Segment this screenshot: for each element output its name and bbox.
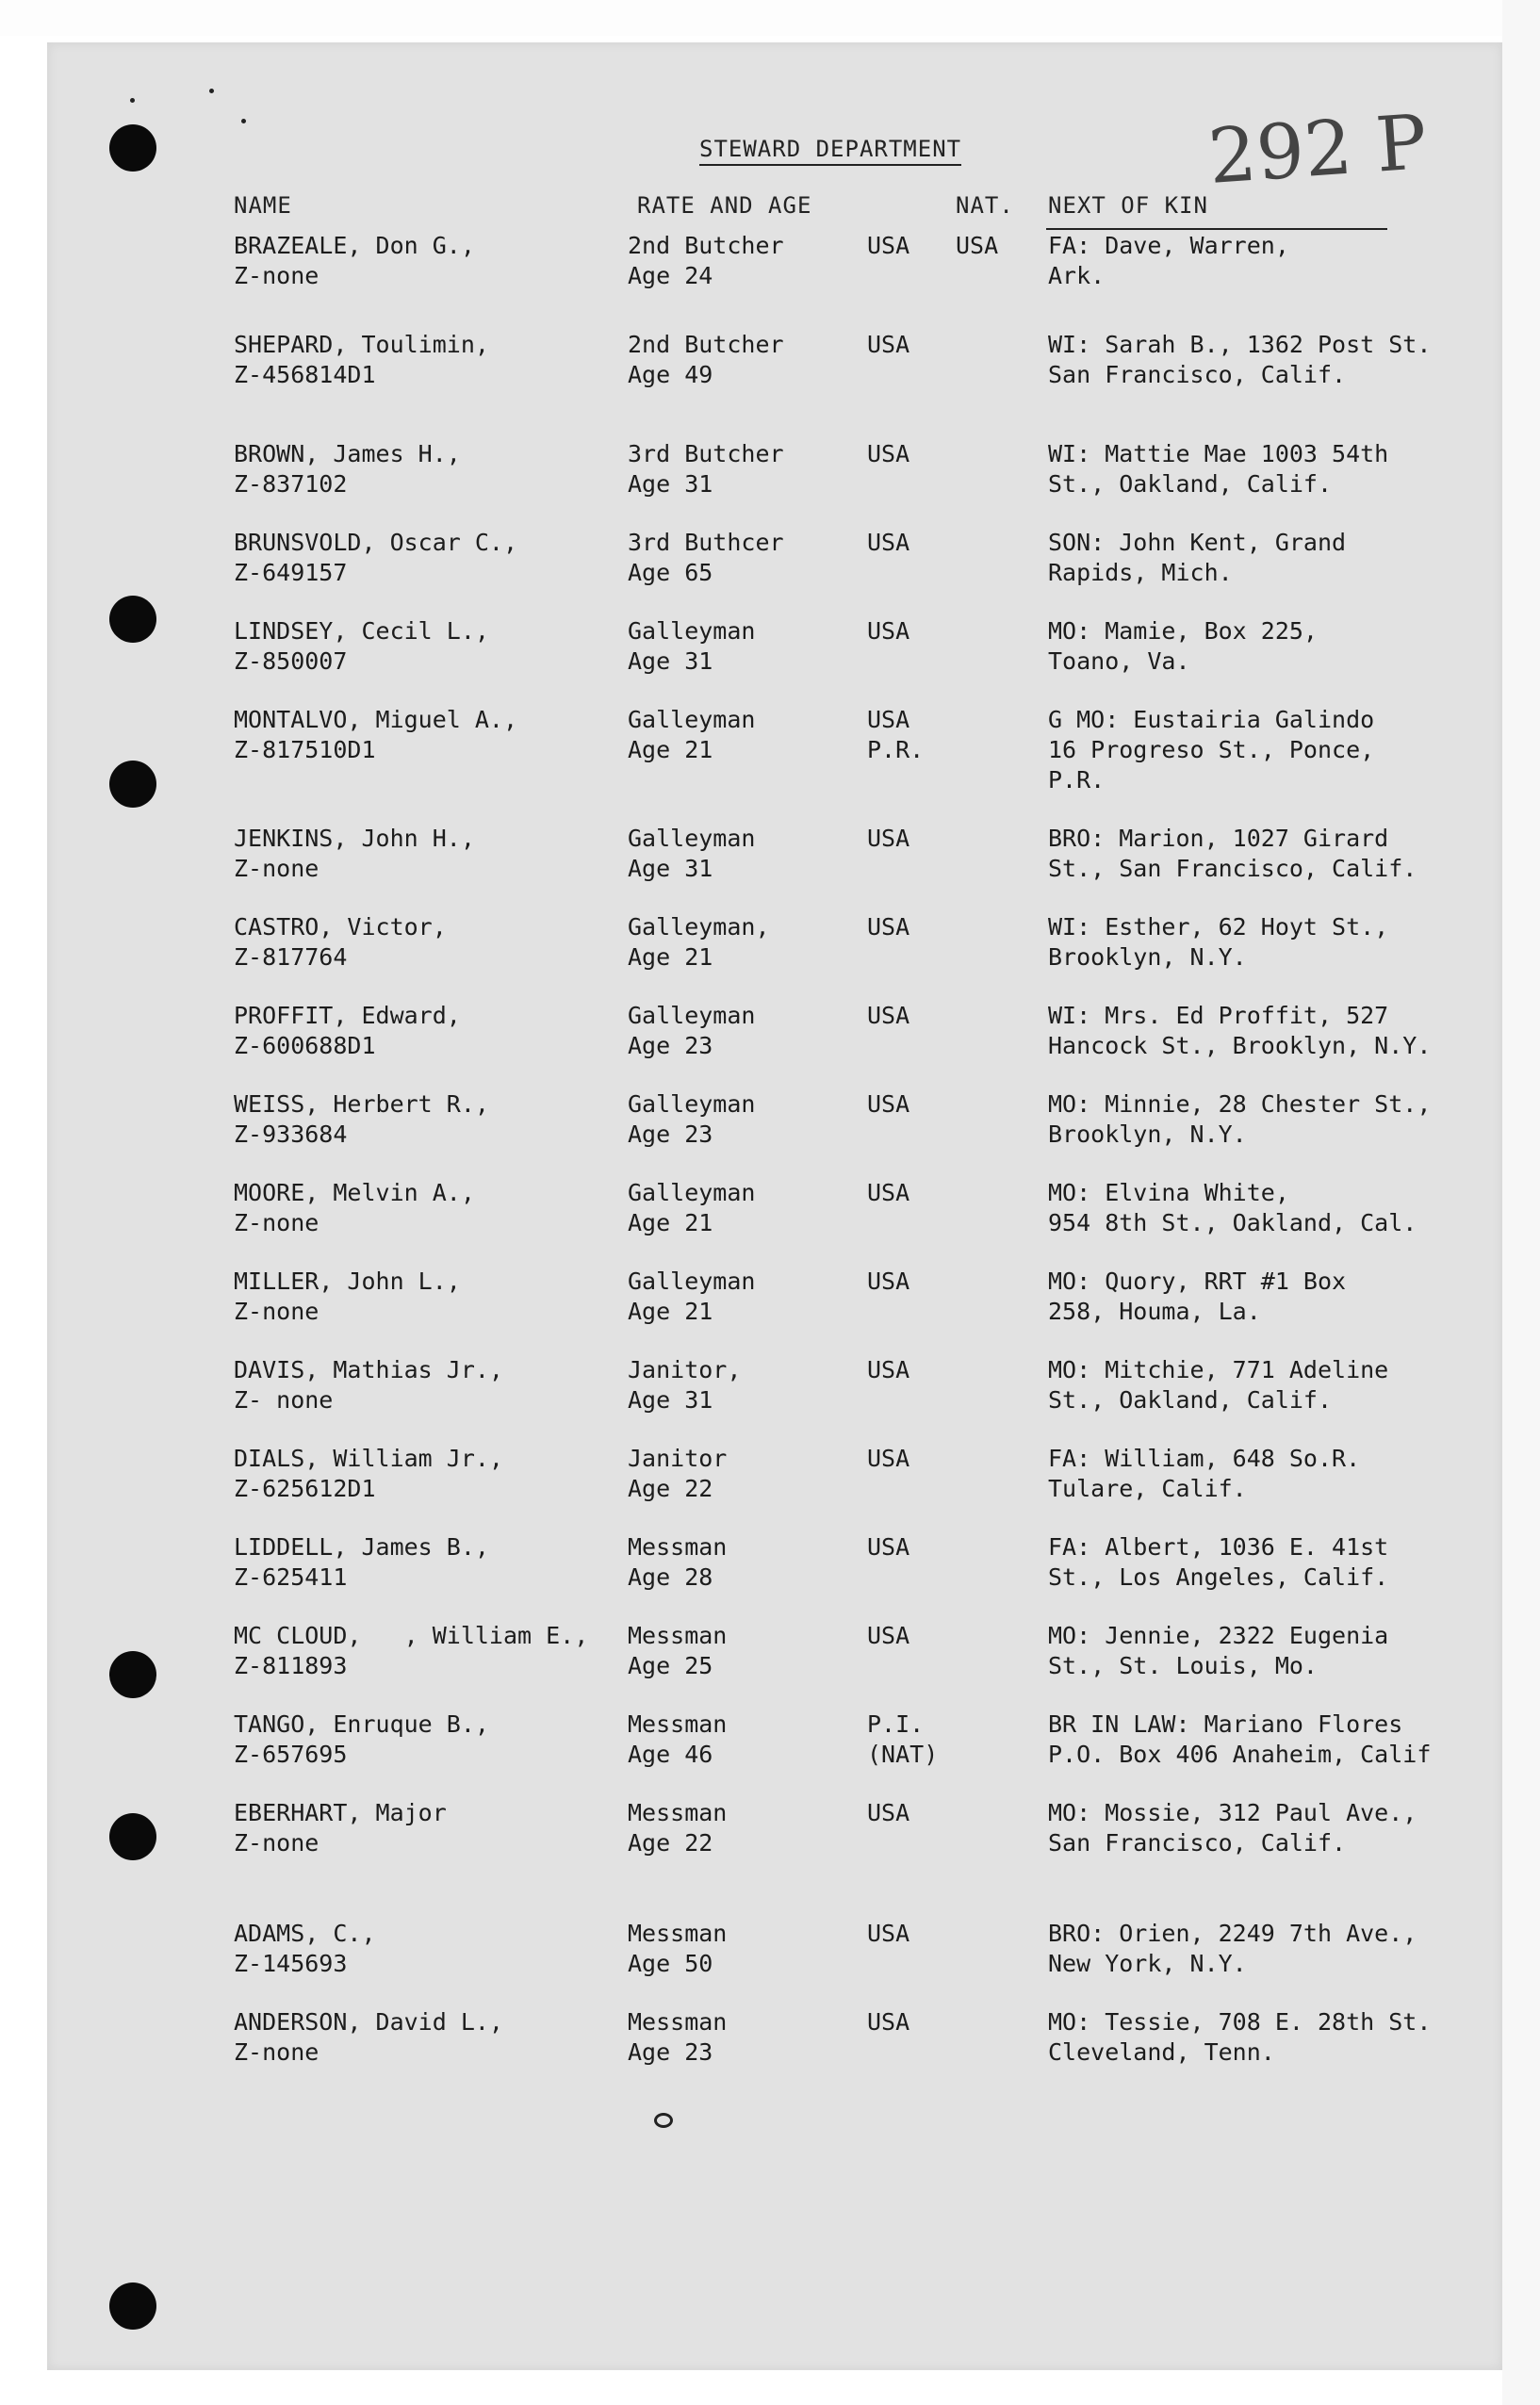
rate-age-line: Age 22 [628,1829,713,1857]
rate-age-cell [628,1710,727,1770]
nationality-line: USA [867,617,910,645]
crew-row [0,330,1540,398]
nationality-line: USA [867,1533,910,1561]
rate-age-cell [628,1001,755,1061]
rate-age-line: Age 22 [628,1475,713,1502]
crew-name-line: Z-none [234,262,319,289]
rate-age-line: Age 31 [628,1386,713,1414]
handwritten-page-number: 292 P [1205,98,1430,201]
crew-row [0,528,1540,596]
rate-age-line: Age 21 [628,1298,713,1325]
crew-row [0,439,1540,507]
next-of-kin-line: WI: Esther, 62 Hoyt St., [1048,913,1389,941]
next-of-kin-line: St., San Francisco, Calif. [1048,855,1417,882]
rate-age-line: Messman [628,1710,728,1738]
rate-age-line: Messman [628,2008,728,2036]
nationality-cell [867,1710,938,1770]
crew-name-cell [234,1798,447,1858]
nationality-cell [867,1919,909,1949]
nationality-line: P.I. [867,1710,925,1738]
next-of-kin-cell [1048,1089,1431,1150]
nationality-line: USA [867,1622,910,1649]
punch-hole [109,2282,156,2330]
crew-name-cell [234,439,461,499]
nationality-line: USA [867,706,910,733]
nationality-cell [867,2007,909,2037]
crew-name-cell [234,1178,475,1238]
nationality-line: USA [867,529,910,556]
rate-age-line: Galleyman [628,1002,756,1029]
next-of-kin-cell [1048,330,1431,390]
crew-row [0,705,1540,793]
next-of-kin-line: Cleveland, Tenn. [1048,2038,1275,2066]
header-name: NAME [234,192,292,219]
nationality-line: USA [867,1002,910,1029]
rate-age-line: Age 23 [628,1121,713,1148]
next-of-kin-line: Brooklyn, N.Y. [1048,943,1247,971]
rate-age-line: Age 21 [628,943,713,971]
next-of-kin-cell [1048,1621,1388,1681]
rate-age-line: Age 23 [628,2038,713,2066]
crew-name-cell [234,1621,588,1681]
next-of-kin-line: WI: Sarah B., 1362 Post St. [1048,331,1432,358]
nationality-cell [867,1532,909,1562]
rate-age-line: Age 25 [628,1652,713,1679]
crew-row [0,1089,1540,1157]
crew-row [0,1919,1540,1987]
crew-row [0,1798,1540,1866]
next-of-kin-line: BR IN LAW: Mariano Flores [1048,1710,1403,1738]
nationality-line: USA [867,1268,910,1295]
crew-row [0,1178,1540,1246]
next-of-kin-cell [1048,1710,1431,1770]
nationality-line: USA [867,1445,910,1472]
nationality-cell [867,1444,909,1474]
crew-row [0,912,1540,980]
next-of-kin-line: Tulare, Calif. [1048,1475,1247,1502]
rate-age-line: Age 31 [628,855,713,882]
next-of-kin-line: SON: John Kent, Grand [1048,529,1347,556]
rate-age-line: Janitor [628,1445,728,1472]
rate-age-line: Age 49 [628,361,713,388]
next-of-kin-line: MO: Elvina White, [1048,1179,1289,1206]
crew-name-line: Z-817764 [234,943,348,971]
nationality-line: USA [867,1090,910,1118]
rate-age-cell [628,1444,727,1504]
rate-age-line: Messman [628,1533,728,1561]
next-of-kin-line: FA: William, 648 So.R. [1048,1445,1361,1472]
crew-name-line: Z-145693 [234,1950,348,1977]
next-of-kin-cell [1048,1178,1417,1238]
rate-age-cell [628,912,770,973]
crew-name-line: Z-none [234,1298,319,1325]
header-rate-and-age: RATE AND AGE [637,192,812,219]
crew-name-line: PROFFIT, Edward, [234,1002,461,1029]
next-of-kin-cell [1048,1001,1431,1061]
nationality-cell [867,1267,909,1297]
nationality-line: USA [867,2008,910,2036]
rate-age-line: Galleyman [628,825,756,852]
ink-speck [209,89,214,93]
nationality-line: USA [867,1920,910,1947]
crew-row [0,1355,1540,1423]
crew-name-cell [234,528,517,588]
next-of-kin-line: San Francisco, Calif. [1048,361,1347,388]
next-of-kin-line: MO: Jennie, 2322 Eugenia [1048,1622,1389,1649]
next-of-kin-line: St., Los Angeles, Calif. [1048,1563,1389,1591]
next-of-kin-line: WI: Mrs. Ed Proffit, 527 [1048,1002,1389,1029]
crew-name-line: SHEPARD, Toulimin, [234,331,489,358]
punch-hole [109,124,156,172]
nationality-line: USA [867,1799,910,1826]
rate-age-line: Age 31 [628,470,713,498]
next-of-kin-line: 954 8th St., Oakland, Cal. [1048,1209,1417,1236]
next-of-kin-cell [1048,1532,1388,1593]
nationality-line: (NAT) [867,1741,939,1768]
nationality-line: USA [867,440,910,467]
header-rule [1046,228,1387,230]
nationality-cell [867,912,909,942]
nationality-cell [867,824,909,854]
crew-row [0,616,1540,684]
crew-name-cell [234,616,489,677]
next-of-kin-line: St., St. Louis, Mo. [1048,1652,1318,1679]
crew-name-line: Z-456814D1 [234,361,376,388]
next-of-kin-line: Brooklyn, N.Y. [1048,1121,1247,1148]
crew-row [0,1001,1540,1069]
crew-name-cell [234,330,489,390]
crew-row [0,1710,1540,1777]
crew-name-line: Z-600688D1 [234,1032,376,1059]
crew-name-cell [234,2007,503,2068]
rate-age-line: Age 28 [628,1563,713,1591]
rate-age-line: Messman [628,1799,728,1826]
crew-name-line: Z-625612D1 [234,1475,376,1502]
nationality-second-cell: USA [956,232,999,259]
crew-name-cell [234,824,475,884]
next-of-kin-cell [1048,705,1374,795]
rate-age-line: Galleyman, [628,913,770,941]
crew-name-line: Z- none [234,1386,334,1414]
nationality-line: USA [867,825,910,852]
next-of-kin-line: MO: Mamie, Box 225, [1048,617,1318,645]
rate-age-line: Age 24 [628,262,713,289]
next-of-kin-line: Rapids, Mich. [1048,559,1233,586]
rate-age-cell [628,330,784,390]
crew-name-cell [234,1355,503,1415]
rate-age-cell [628,231,784,291]
nationality-line: USA [867,1356,910,1383]
next-of-kin-cell [1048,824,1417,884]
crew-name-cell [234,1001,461,1061]
next-of-kin-line: BRO: Orien, 2249 7th Ave., [1048,1920,1417,1947]
rate-age-line: Galleyman [628,617,756,645]
nationality-cell [867,330,909,360]
nationality-line: USA [867,1179,910,1206]
crew-name-line: Z-none [234,1209,319,1236]
rate-age-line: Age 23 [628,1032,713,1059]
next-of-kin-cell [1048,2007,1431,2068]
crew-name-line: LIDDELL, James B., [234,1533,489,1561]
nationality-cell [867,616,909,646]
rate-age-cell [628,1089,755,1150]
next-of-kin-line: FA: Albert, 1036 E. 41st [1048,1533,1389,1561]
next-of-kin-line: MO: Mossie, 312 Paul Ave., [1048,1799,1417,1826]
nationality-cell [867,439,909,469]
crew-name-line: MONTALVO, Miguel A., [234,706,518,733]
crew-name-cell [234,1444,503,1504]
rate-age-line: Messman [628,1920,728,1947]
crew-name-line: Z-625411 [234,1563,348,1591]
rate-age-cell [628,616,755,677]
rate-age-line: Age 46 [628,1741,713,1768]
crew-name-cell [234,1710,489,1770]
next-of-kin-cell [1048,1444,1360,1504]
rate-age-cell [628,1267,755,1327]
nationality-cell [867,1089,909,1120]
rate-age-cell [628,2007,727,2068]
crew-name-line: LINDSEY, Cecil L., [234,617,489,645]
next-of-kin-cell [1048,528,1346,588]
next-of-kin-cell [1048,1355,1388,1415]
crew-name-cell [234,912,447,973]
rate-age-cell [628,1919,727,1979]
crew-name-cell [234,1919,376,1979]
crew-name-line: Z-837102 [234,470,348,498]
crew-name-line: BROWN, James H., [234,440,461,467]
nationality-cell [867,528,909,558]
nationality-cell [867,1798,909,1828]
next-of-kin-line: MO: Quory, RRT #1 Box [1048,1268,1347,1295]
crew-name-line: DAVIS, Mathias Jr., [234,1356,503,1383]
nationality-line: USA [867,331,910,358]
crew-name-line: EBERHART, Major [234,1799,447,1826]
next-of-kin-line: St., Oakland, Calif. [1048,470,1333,498]
nationality-cell [867,1621,909,1651]
rate-age-cell [628,1355,741,1415]
crew-name-line: JENKINS, John H., [234,825,475,852]
rate-age-line: Messman [628,1622,728,1649]
crew-name-cell [234,1267,461,1327]
rate-age-cell [628,705,755,765]
rate-age-line: 2nd Butcher [628,232,784,259]
rate-age-cell [628,528,784,588]
next-of-kin-cell [1048,1798,1417,1858]
next-of-kin-line: San Francisco, Calif. [1048,1829,1347,1857]
next-of-kin-line: New York, N.Y. [1048,1950,1247,1977]
next-of-kin-line: St., Oakland, Calif. [1048,1386,1333,1414]
rate-age-cell [628,1532,727,1593]
header-nationality: NAT. [956,192,1014,219]
next-of-kin-line: FA: Dave, Warren, [1048,232,1289,259]
document-title: STEWARD DEPARTMENT [699,136,961,166]
column-header-row [0,192,1540,230]
crew-name-line: Z-811893 [234,1652,348,1679]
next-of-kin-line: MO: Mitchie, 771 Adeline [1048,1356,1389,1383]
rate-age-cell [628,1621,727,1681]
ink-speck [241,119,246,123]
crew-name-cell [234,231,475,291]
rate-age-cell [628,439,784,499]
crew-name-line: Z-933684 [234,1121,348,1148]
nationality-cell [867,1178,909,1208]
next-of-kin-line: 16 Progreso St., Ponce, [1048,736,1375,763]
rate-age-line: 2nd Butcher [628,331,784,358]
crew-name-line: Z-657695 [234,1741,348,1768]
rate-age-line: Age 31 [628,647,713,675]
rate-age-line: Age 65 [628,559,713,586]
crew-name-line: CASTRO, Victor, [234,913,447,941]
nationality-cell [867,1001,909,1031]
crew-name-line: Z-649157 [234,559,348,586]
nationality-line: USA [867,232,910,259]
next-of-kin-line: G MO: Eustairia Galindo [1048,706,1375,733]
crew-row [0,824,1540,892]
next-of-kin-line: 258, Houma, La. [1048,1298,1261,1325]
next-of-kin-line: MO: Tessie, 708 E. 28th St. [1048,2008,1432,2036]
rate-age-line: 3rd Buthcer [628,529,784,556]
ink-speck [130,98,135,103]
rate-age-line: Janitor, [628,1356,742,1383]
crew-name-line: DIALS, William Jr., [234,1445,503,1472]
crew-name-line: ADAMS, C., [234,1920,376,1947]
next-of-kin-line: WI: Mattie Mae 1003 54th [1048,440,1389,467]
nationality-line: USA [867,913,910,941]
rate-age-line: Age 21 [628,736,713,763]
rate-age-line: Galleyman [628,1268,756,1295]
crew-row [0,1621,1540,1689]
crew-name-line: Z-none [234,1829,319,1857]
crew-name-line: ANDERSON, David L., [234,2008,503,2036]
crew-name-line: Z-none [234,2038,319,2066]
footer-mark [654,2113,673,2128]
next-of-kin-line: BRO: Marion, 1027 Girard [1048,825,1389,852]
next-of-kin-line: P.R. [1048,766,1106,793]
next-of-kin-line: Hancock St., Brooklyn, N.Y. [1048,1032,1432,1059]
rate-age-cell [628,824,755,884]
next-of-kin-cell [1048,616,1318,677]
nationality-cell [867,705,924,765]
crew-name-line: BRUNSVOLD, Oscar C., [234,529,518,556]
crew-name-line: Z-none [234,855,319,882]
rate-age-line: Age 21 [628,1209,713,1236]
crew-row [0,1267,1540,1334]
rate-age-line: Galleyman [628,706,756,733]
next-of-kin-line: Ark. [1048,262,1106,289]
crew-name-line: MC CLOUD, , William E., [234,1622,589,1649]
crew-name-line: WEISS, Herbert R., [234,1090,489,1118]
crew-row [0,2007,1540,2075]
rate-age-line: 3rd Butcher [628,440,784,467]
next-of-kin-cell [1048,439,1388,499]
crew-name-line: Z-850007 [234,647,348,675]
crew-name-cell [234,1532,489,1593]
next-of-kin-cell [1048,1919,1417,1979]
crew-row [0,1532,1540,1600]
rate-age-line: Galleyman [628,1179,756,1206]
next-of-kin-cell [1048,1267,1346,1327]
crew-name-line: Z-817510D1 [234,736,376,763]
crew-row [0,1444,1540,1512]
next-of-kin-line: P.O. Box 406 Anaheim, Calif [1048,1741,1432,1768]
crew-name-line: MOORE, Melvin A., [234,1179,475,1206]
crew-name-line: BRAZEALE, Don G., [234,232,475,259]
crew-name-cell [234,705,517,765]
scan-margin-top [0,0,1540,36]
crew-name-line: TANGO, Enruque B., [234,1710,489,1738]
rate-age-cell [628,1178,755,1238]
rate-age-cell [628,1798,727,1858]
nationality-cell [867,1355,909,1385]
next-of-kin-line: Toano, Va. [1048,647,1190,675]
next-of-kin-cell [1048,912,1388,973]
nationality-cell [867,231,909,261]
crew-name-line: MILLER, John L., [234,1268,461,1295]
header-next-of-kin: NEXT OF KIN [1048,192,1208,219]
next-of-kin-cell [1048,231,1289,291]
crew-row [0,231,1540,299]
rate-age-line: Galleyman [628,1090,756,1118]
crew-name-cell [234,1089,489,1150]
nationality-line: P.R. [867,736,925,763]
next-of-kin-line: MO: Minnie, 28 Chester St., [1048,1090,1432,1118]
rate-age-line: Age 50 [628,1950,713,1977]
